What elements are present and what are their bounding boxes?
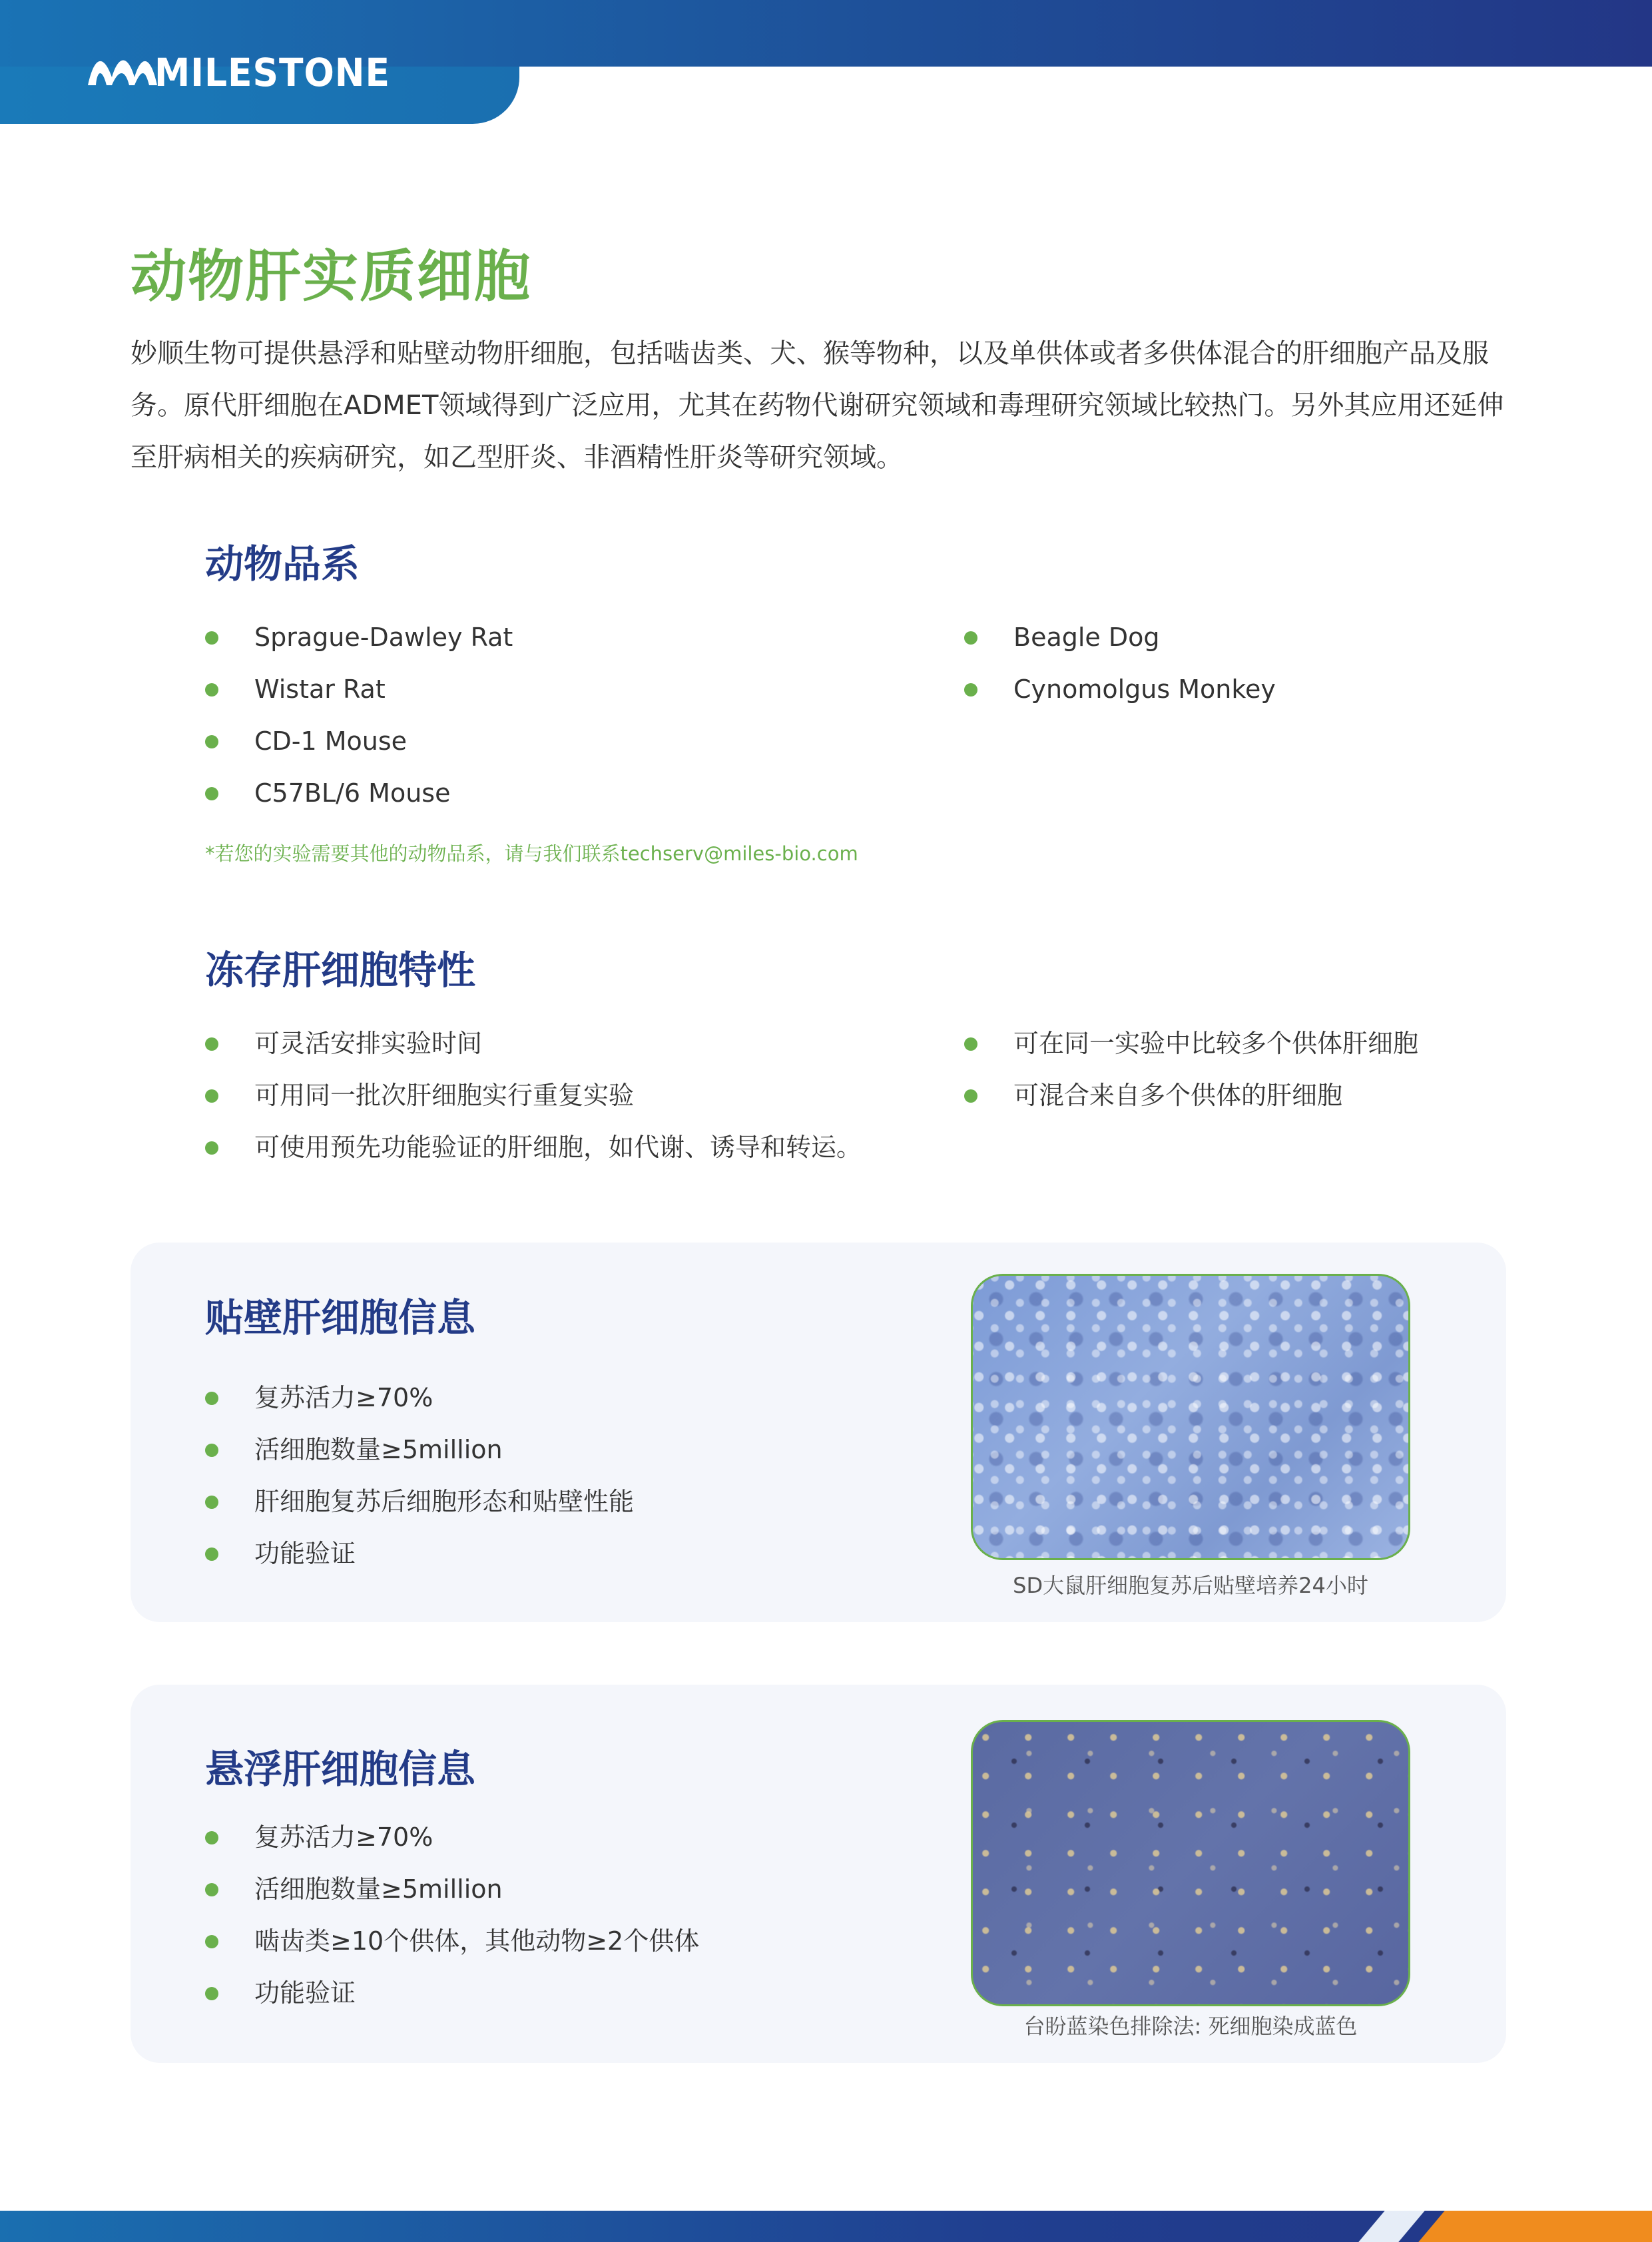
footer-accent-orange [1418, 2211, 1652, 2242]
list-item: CD-1 Mouse [205, 715, 513, 767]
list-item: 可用同一批次肝细胞实行重复实验 [205, 1069, 862, 1121]
cryo-list-left [205, 1017, 862, 1173]
milestone-logo [85, 51, 398, 91]
list-item: Beagle Dog [964, 611, 1276, 663]
list-item: Wistar Rat [205, 663, 513, 715]
header-cutout [519, 67, 1652, 133]
cryo-list-right [964, 1017, 1418, 1121]
list-item: 可灵活安排实验时间 [205, 1017, 862, 1069]
intro-paragraph: 妙顺生物可提供悬浮和贴壁动物肝细胞，包括啮齿类、犬、猴等物种，以及单供体或者多供体混合的肝细胞产品及服务。原代肝细胞在ADMET领域得到广泛应用，尤其在药物代谢研究领域和毒理研究领域比较热门。另外其应用还延伸至肝病相关的疾病研究，如乙型肝炎、非酒精性肝炎等研究领域。 [131, 338, 1504, 473]
list-item: 功能验证 [205, 1967, 699, 2019]
list-item: 活细胞数量≥5million [205, 1424, 634, 1476]
adherent-hepatocyte-image [971, 1274, 1410, 1560]
list-item: Sprague-Dawley Rat [205, 611, 513, 663]
adherent-caption: SD大鼠肝细胞复苏后贴壁培养24小时 [1013, 1573, 1368, 1598]
list-item: C57BL/6 Mouse [205, 767, 513, 819]
logo-text: MILESTONE [154, 51, 390, 91]
list-item: Cynomolgus Monkey [964, 663, 1276, 715]
strains-title: 动物品系 [205, 541, 360, 587]
adherent-title: 贴壁肝细胞信息 [205, 1295, 476, 1340]
suspension-list [205, 1811, 699, 2019]
suspension-hepatocyte-image [971, 1720, 1410, 2006]
list-item: 啮齿类≥10个供体，其他动物≥2个供体 [205, 1915, 699, 1967]
list-item: 复苏活力≥70% [205, 1811, 699, 1863]
suspension-title: 悬浮肝细胞信息 [205, 1747, 476, 1792]
strains-note: *若您的实验需要其他的动物品系，请与我们联系techserv@miles-bio.com [205, 842, 858, 865]
list-item: 复苏活力≥70% [205, 1372, 634, 1424]
cryo-title: 冻存肝细胞特性 [205, 948, 476, 993]
list-item: 可使用预先功能验证的肝细胞，如代谢、诱导和转运。 [205, 1121, 862, 1173]
strains-list-left [205, 611, 513, 819]
adherent-list [205, 1372, 634, 1579]
suspension-caption: 台盼蓝染色排除法: 死细胞染成蓝色 [1023, 2014, 1358, 2039]
page-title: 动物肝实质细胞 [131, 244, 532, 309]
list-item: 可混合来自多个供体的肝细胞 [964, 1069, 1418, 1121]
list-item: 功能验证 [205, 1528, 634, 1579]
list-item: 肝细胞复苏后细胞形态和贴壁性能 [205, 1476, 634, 1528]
list-item: 活细胞数量≥5million [205, 1863, 699, 1915]
list-item: 可在同一实验中比较多个供体肝细胞 [964, 1017, 1418, 1069]
strains-list-right [964, 611, 1276, 715]
